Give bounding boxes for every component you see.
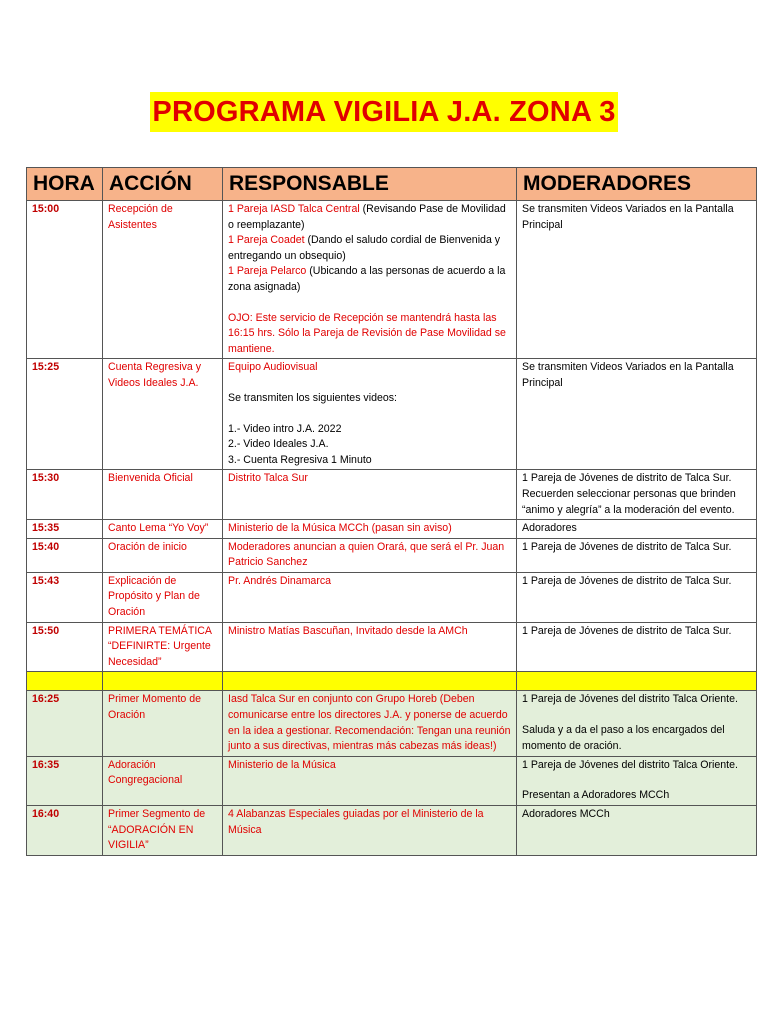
cell-accion: Canto Lema “Yo Voy” (103, 520, 223, 539)
cell-responsable: Ministerio de la Música (223, 756, 517, 805)
mod-line: Saluda y a da el paso a los encargados del momento de oración. (522, 724, 725, 752)
resp-line (228, 233, 512, 264)
cell-hora: 16:35 (27, 756, 103, 805)
table-row (27, 359, 757, 470)
cell-moderadores (517, 691, 757, 756)
table-row (27, 538, 757, 572)
cell-moderadores: Adoradores (517, 520, 757, 539)
resp-task: (Ubicando a las personas de acuerdo a la zona asignada) (228, 265, 506, 293)
cell-hora: 16:40 (27, 806, 103, 856)
header-moderadores: MODERADORES (517, 168, 757, 201)
break-cell (517, 672, 757, 691)
table-row (27, 806, 757, 856)
cell-responsable: Moderadores anuncian a quien Orará, que será el Pr. Juan Patricio Sanchez (223, 538, 517, 572)
header-responsable: RESPONSABLE (223, 168, 517, 201)
break-cell (103, 672, 223, 691)
table-row (27, 691, 757, 756)
cell-responsable (223, 201, 517, 359)
cell-moderadores: 1 Pareja de Jóvenes de distrito de Talca Sur. Recuerden seleccionar personas que brinden “animo y alegría” a la moderación del evento. (517, 470, 757, 520)
table-row (27, 470, 757, 520)
resp-note: OJO: Este servicio de Recepción se mantendrá hasta las 16:15 hrs. Sólo la Pareja de Revisión de Pase Movilidad se mantiene. (228, 311, 506, 355)
cell-responsable: Iasd Talca Sur en conjunto con Grupo Horeb (Deben comunicarse entre los directores J.A. y ponerse de acuerdo en la idea a gestionar. Recomendación: Tengan una reunión junto a sus directivas, mientras más cabezas más ideas!) (223, 691, 517, 756)
cell-accion: Primer Momento de Oración (103, 691, 223, 756)
cell-moderadores: Se transmiten Videos Variados en la Pantalla Principal (517, 359, 757, 470)
video-item: 1.- Video intro J.A. 2022 (228, 422, 342, 435)
page-title: PROGRAMA VIGILIA J.A. ZONA 3 (150, 92, 617, 132)
video-item: 3.- Cuenta Regresiva 1 Minuto (228, 453, 372, 466)
cell-hora: 15:25 (27, 359, 103, 470)
cell-accion: PRIMERA TEMÁTICA “DEFINIRTE: Urgente Necesidad” (103, 622, 223, 672)
header-hora: HORA (27, 168, 103, 201)
cell-hora: 15:00 (27, 201, 103, 359)
table-row (27, 520, 757, 539)
cell-accion: Oración de inicio (103, 538, 223, 572)
resp-team: 1 Pareja IASD Talca Central (228, 203, 360, 215)
cell-hora: 15:35 (27, 520, 103, 539)
cell-responsable: Ministro Matías Bascuñan, Invitado desde la AMCh (223, 622, 517, 672)
cell-moderadores: 1 Pareja de Jóvenes de distrito de Talca Sur. (517, 622, 757, 672)
cell-accion: Primer Segmento de “ADORACIÓN EN VIGILIA” (103, 806, 223, 856)
cell-hora: 16:25 (27, 691, 103, 756)
cell-hora: 15:40 (27, 538, 103, 572)
resp-task: (Dando el saludo cordial de Bienvenida y entregando un obsequio) (228, 234, 501, 262)
table-row (27, 622, 757, 672)
mod-line: Presentan a Adoradores MCCh (522, 789, 670, 802)
resp-intro: Se transmiten los siguientes videos: (228, 391, 397, 404)
break-cell (27, 672, 103, 691)
resp-line (228, 202, 512, 233)
cell-hora: 15:50 (27, 622, 103, 672)
cell-responsable: 4 Alabanzas Especiales guiadas por el Ministerio de la Música (223, 806, 517, 856)
table-row (27, 201, 757, 359)
cell-accion: Recepción de Asistentes (103, 201, 223, 359)
cell-moderadores: Adoradores MCCh (517, 806, 757, 856)
header-row (27, 168, 757, 201)
header-accion: ACCIÓN (103, 168, 223, 201)
resp-team: Equipo Audiovisual (228, 361, 318, 374)
schedule-table (26, 167, 757, 856)
title-container (0, 92, 768, 132)
cell-responsable: Distrito Talca Sur (223, 470, 517, 520)
cell-moderadores: Se transmiten Videos Variados en la Pantalla Principal (517, 201, 757, 359)
cell-accion: Explicación de Propósito y Plan de Oración (103, 572, 223, 622)
cell-hora: 15:30 (27, 470, 103, 520)
cell-accion: Adoración Congregacional (103, 756, 223, 805)
resp-team: 1 Pareja Pelarco (228, 265, 307, 278)
cell-moderadores: 1 Pareja de Jóvenes de distrito de Talca Sur. (517, 538, 757, 572)
table-row (27, 572, 757, 622)
resp-line (228, 264, 512, 295)
table-row (27, 756, 757, 805)
mod-line: 1 Pareja de Jóvenes del distrito Talca Oriente. (522, 693, 738, 706)
mod-line: 1 Pareja de Jóvenes del distrito Talca Oriente. (522, 758, 738, 771)
cell-moderadores (517, 756, 757, 805)
cell-hora: 15:43 (27, 572, 103, 622)
break-row (27, 672, 757, 691)
cell-accion: Cuenta Regresiva y Videos Ideales J.A. (103, 359, 223, 470)
video-item: 2.- Video Ideales J.A. (228, 438, 329, 451)
cell-responsable (223, 359, 517, 470)
break-cell (223, 672, 517, 691)
cell-accion: Bienvenida Oficial (103, 470, 223, 520)
cell-moderadores: 1 Pareja de Jóvenes de distrito de Talca Sur. (517, 572, 757, 622)
resp-task: (Revisando Pase de Movilidad o reemplazante) (228, 203, 506, 231)
cell-responsable: Pr. Andrés Dinamarca (223, 572, 517, 622)
cell-responsable: Ministerio de la Música MCCh (pasan sin aviso) (223, 520, 517, 539)
resp-team: 1 Pareja Coadet (228, 234, 305, 247)
